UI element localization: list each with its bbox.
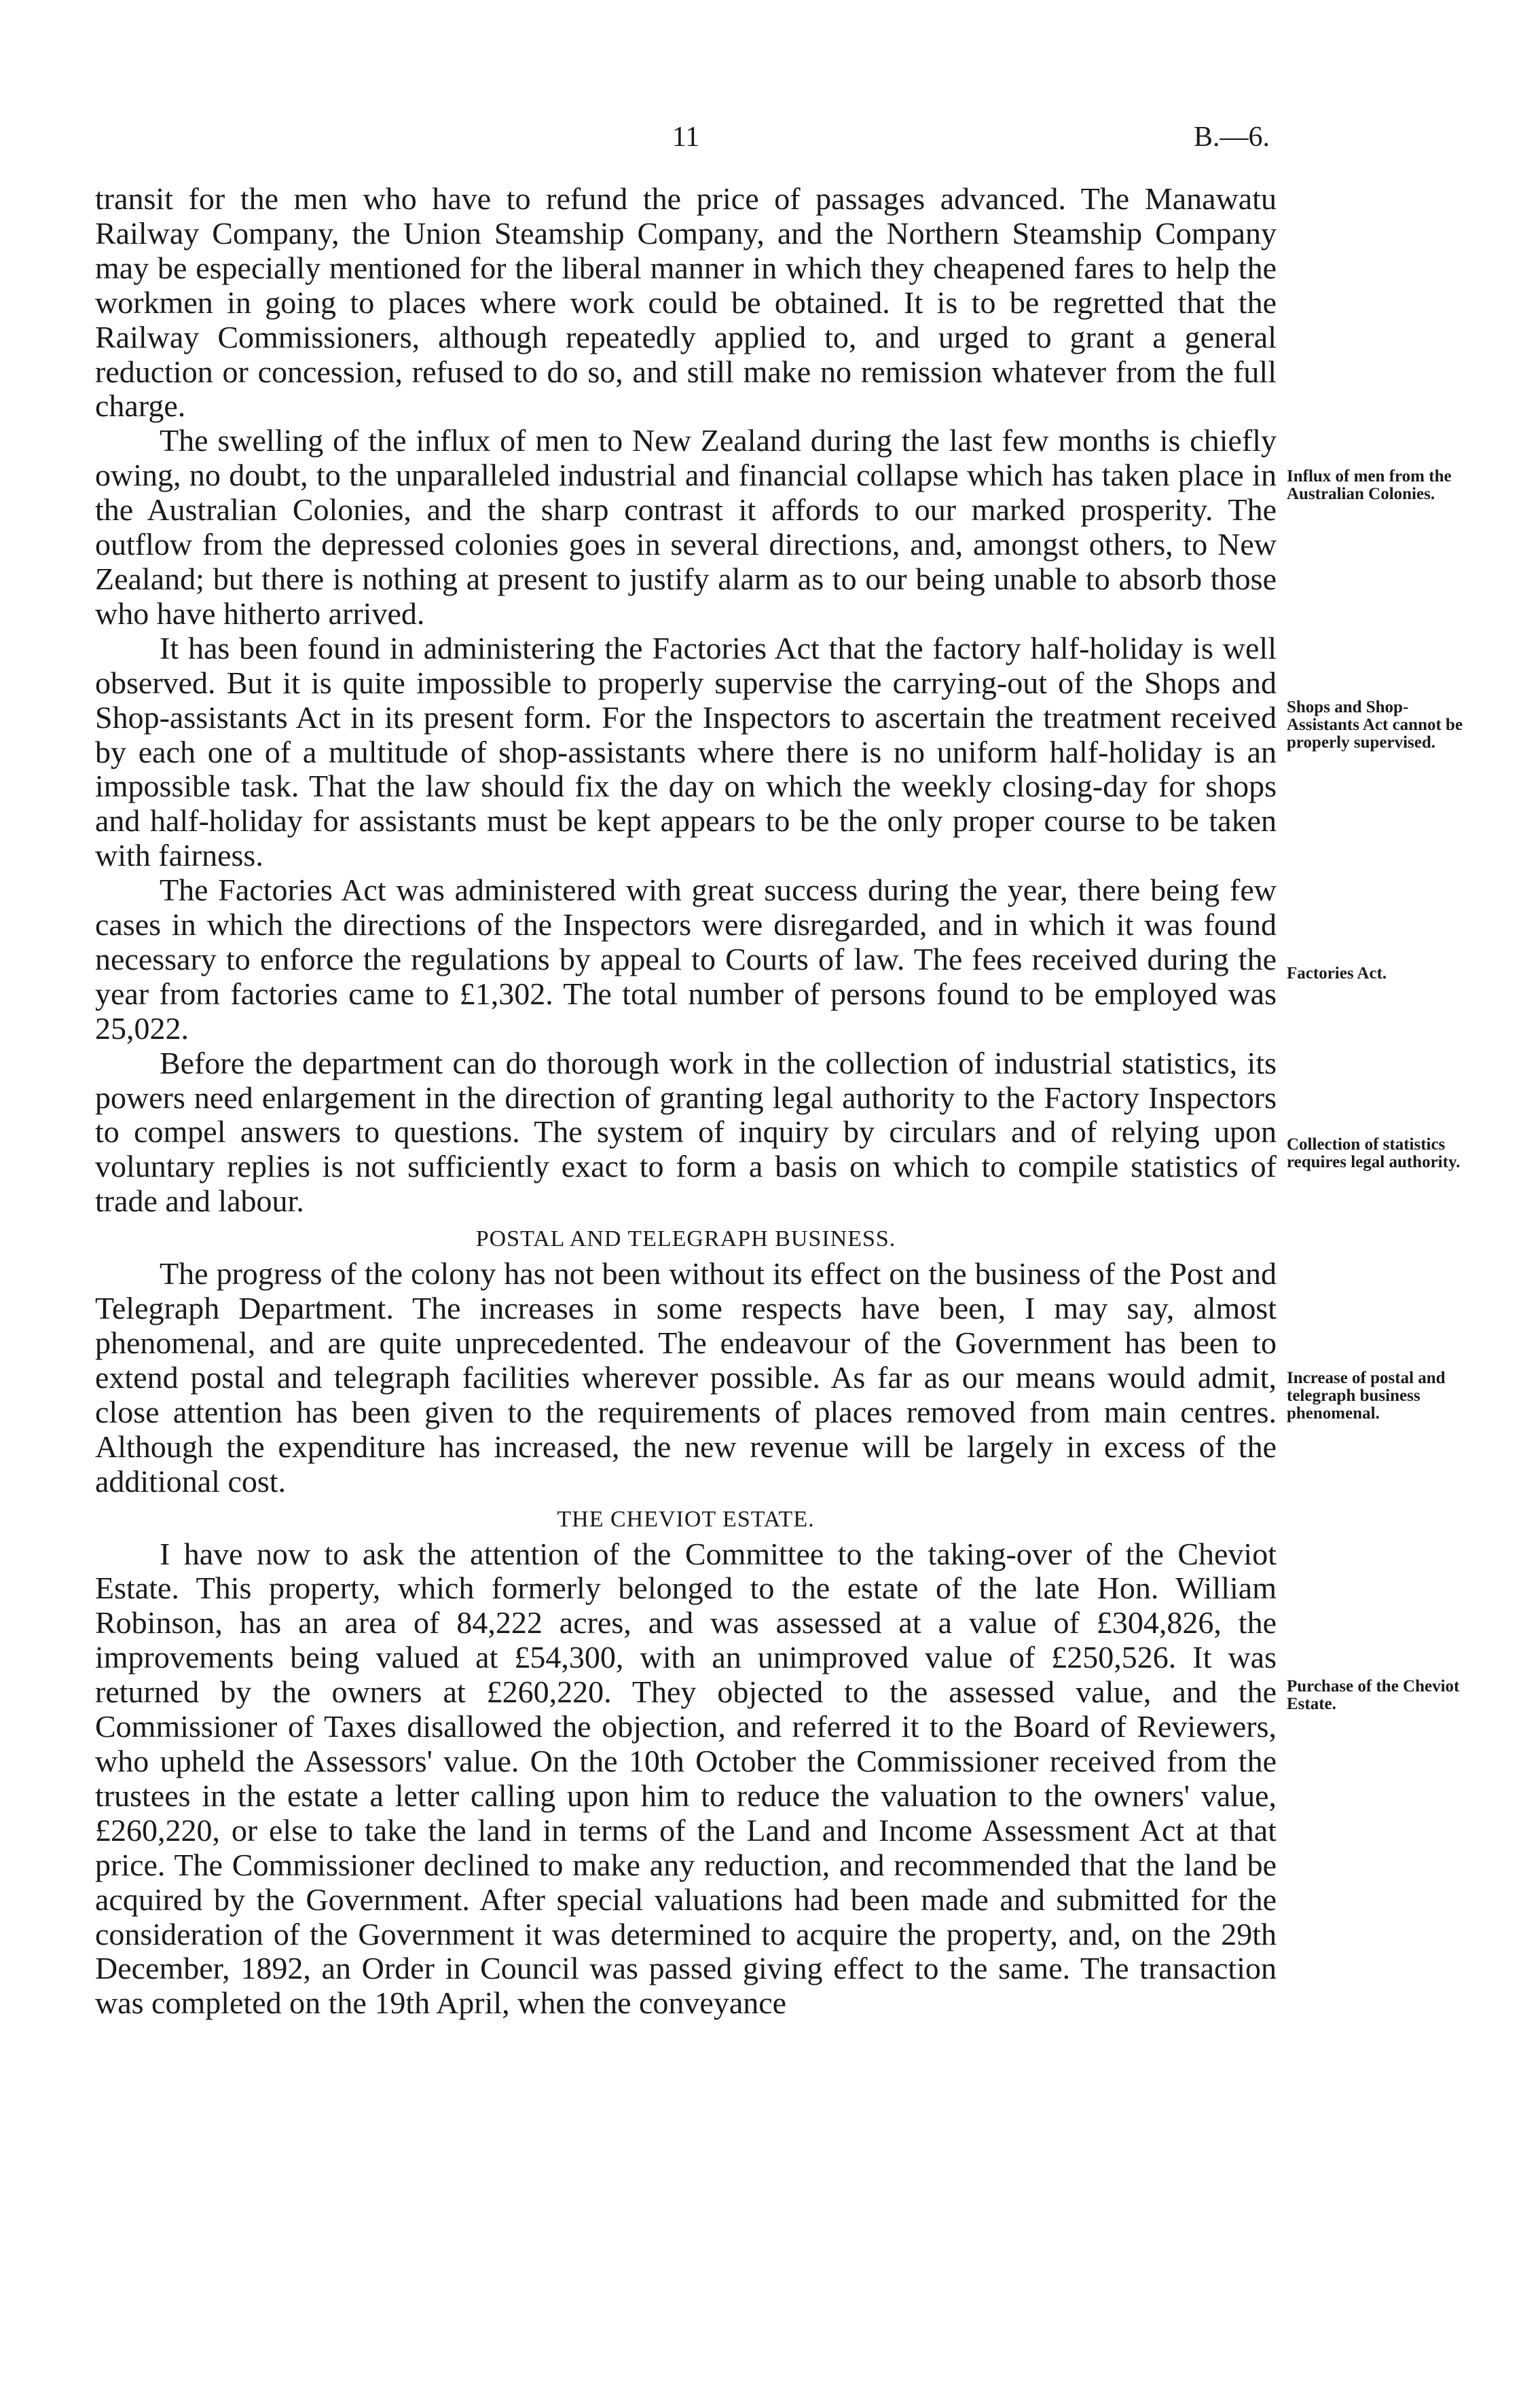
marginal-note-postal: Increase of postal and telegraph business phenomenal. — [1287, 1369, 1446, 1423]
marginal-note-influx: Influx of men from the Australian Colonies. — [1287, 467, 1452, 503]
paragraph-statistics: Before the department can do thorough work in the collection of industrial statistics, its powers need enlargement in the direction of granting legal authority to the Factory Inspectors to compel answers to questions. The system of inquiry by circulars and of relying upon voluntary replies is not sufficiently exact to form a basis on which to compile statistics of trade and labour. — [95, 1045, 1277, 1219]
marginal-note-statistics: Collection of statistics requires legal authority. — [1287, 1135, 1461, 1171]
paragraph-influx: The swelling of the influx of men to New Zealand during the last few months is chiefly owing, no doubt, to the unparalleled industrial and financial collapse which has taken place in the Australian Colonies, and the sharp contrast it affords to our marked prosperity. The outflow from the depressed colonies goes in several directions, and, amongst others, to New Zealand; but there is nothing at present to justify alarm as to our being unable to absorb those who have hitherto arrived. — [95, 423, 1277, 631]
paragraph-transit: transit for the men who have to refund the price of passages advanced. The Manawatu Railway Company, the Union Steamship Company, and the Northern Steamship Company may be especially mentioned for the liberal manner in which they cheapened fares to help the workmen in going to places where work could be obtained. It is to be regretted that the Railway Commissioners, although repeatedly applied to, and urged to grant a general reduction or concession, refused to do so, and still make no remission whatever from the full charge. — [95, 181, 1277, 424]
heading-postal-telegraph: POSTAL AND TELEGRAPH BUSINESS. — [475, 1226, 896, 1252]
paragraph-postal: The progress of the colony has not been without its effect on the business of the Post and Telegraph Department. The increases in some respects have been, I may say, almost phenomenal, and are quite unprecedented. The endeavour of the Government has been to extend postal and telegraph facilities wherever possible. As far as our means would admit, close attention has been given to the requirements of places removed from main centres. Although the expenditure has increased, the new revenue will be largely in excess of the additional cost. — [95, 1256, 1277, 1499]
marginal-note-shops-act: Shops and Shop-Assistants Act cannot be properly supervised. — [1287, 698, 1463, 752]
document-code: B.—6. — [1193, 122, 1270, 153]
paragraph-shops-act: It has been found in administering the Factories Act that the factory half-holiday is well observed. But it is quite impossible to properly supervise the carrying-out of the Shops and Shop-assistants Act in its present form. For the Inspectors to ascertain the treatment received by each one of a multitude of shop-assistants where there is no uniform half-holiday is an impossible task. That the law should fix the day on which the weekly closing-day for shops and half-holiday for assistants must be kept appears to be the only proper course to be taken with fairness. — [95, 630, 1277, 873]
page-number: 11 — [672, 122, 700, 153]
heading-cheviot-estate: THE CHEVIOT ESTATE. — [557, 1506, 815, 1532]
marginal-note-factories-act: Factories Act. — [1287, 964, 1387, 983]
paragraph-cheviot: I have now to ask the attention of the Committee to the taking-over of the Cheviot Estate. This property, which formerly belonged to the estate of the late Hon. William Robinson, has an area of 84,222 acres, and was assessed at a value of £304,826, the improvements being valued at £54,300, with an unimproved value of £250,526. It was returned by the owners at £260,220. They objected to the assessed value, and the Commissioner of Taxes disallowed the objection, and referred it to the Board of Reviewers, who upheld the Assessors' value. On the 10th October the Commissioner received from the trustees in the estate a letter calling upon him to reduce the valuation to the owners' value, £260,220, or else to take the land in terms of the Land and Income Assessment Act at that price. The Commissioner declined to make any reduction, and recommended that the land be acquired by the Government. After special valuations had been made and submitted for the consideration of the Government it was determined to acquire the property, and, on the 29th December, 1892, an Order in Council was passed giving effect to the same. The transaction was completed on the 19th April, when the conveyance — [95, 1536, 1277, 2021]
paragraph-factories-act: The Factories Act was administered with great success during the year, there being few cases in which the directions of the Inspectors were disregarded, and in which it was found necessary to enforce the regulations by appeal to Courts of law. The fees received during the year from factories came to £1,302. The total number of persons found to be employed was 25,022. — [95, 873, 1277, 1046]
body-text — [95, 182, 1277, 2021]
page-header — [95, 121, 1277, 162]
marginal-note-cheviot: Purchase of the Cheviot Estate. — [1287, 1677, 1460, 1713]
